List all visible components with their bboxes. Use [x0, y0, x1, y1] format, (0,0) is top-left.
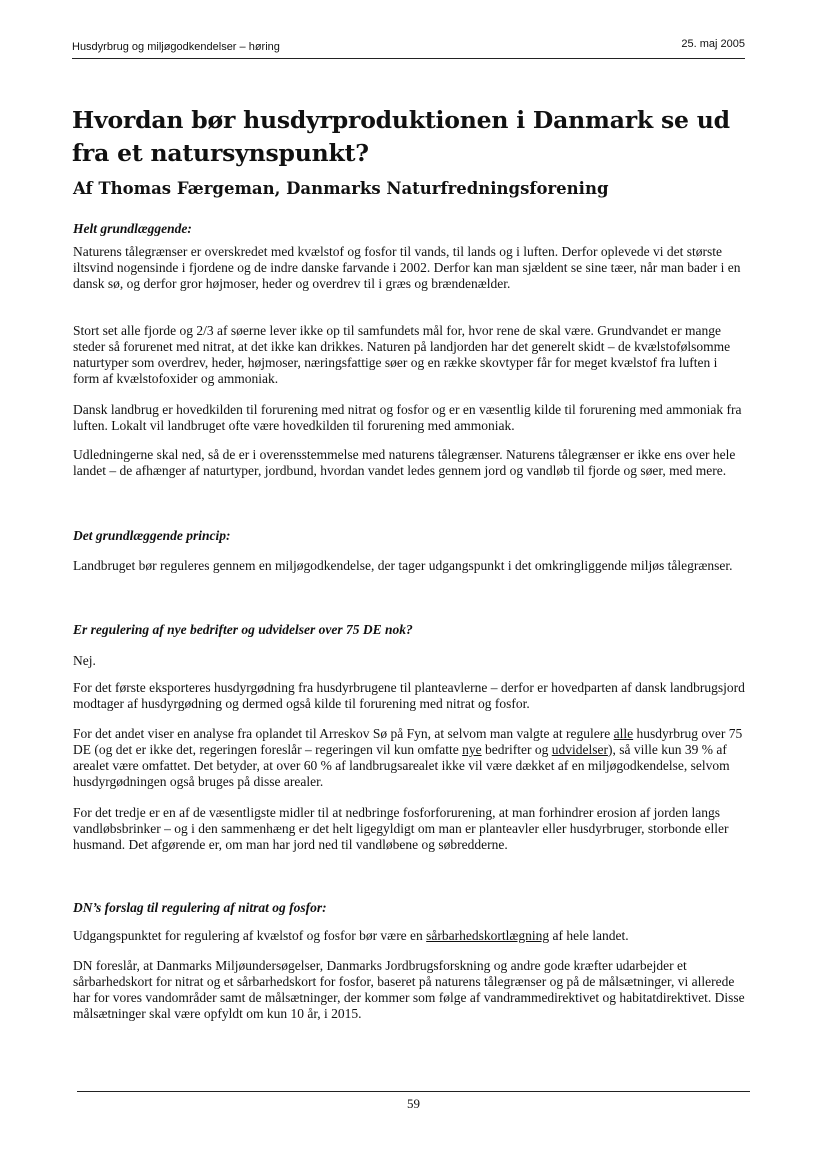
paragraph: Stort set alle fjorde og 2/3 af søerne lever ikke op til samfundets mål for, hvor rene de skal være. Grundvandet er mange steder så forurenet med nitrat, at det ikke kan drikkes. Naturen på landjorden har det generelt skidt – de kvælstofølsomme naturtyper som overdrev, heder, højmoser, næringsfattige søer og en række skovtyper får for meget kvælstof fra luften i form af kvælstofoxider og ammoniak. [73, 323, 731, 386]
answer-text: Nej. [73, 653, 96, 668]
page-number: 59 [407, 1096, 420, 1111]
text-run: af hele landet. [549, 928, 629, 943]
section-heading-principle: Det grundlæggende princip: [73, 528, 231, 543]
text-run: For det andet viser en analyse fra oplandet til Arreskov Sø på Fyn, at selvom man valgte at regulere [73, 726, 614, 741]
running-header [72, 38, 745, 59]
underlined-word: nye [462, 742, 482, 757]
paragraph: Dansk landbrug er hovedkilden til forurening med nitrat og fosfor og er en væsentlig kilde til forurening med ammoniak fra luften. Lokalt vil landbruget ofte være hovedkilden til forurening med ammoniak. [73, 402, 742, 433]
paragraph: Udledningerne skal ned, så de er i overensstemmelse med naturens tålegrænser. Naturens tålegrænser er ikke ens over hele landet – de afhænger af naturtyper, jordbund, hvordan vandet ledes gennem jord og vandløb til fjorde og søer, med mere. [73, 447, 736, 478]
section-heading-proposal: DN’s forslag til regulering af nitrat og fosfor: [73, 900, 327, 915]
paragraph: Landbruget bør reguleres gennem en miljøgodkendelse, der tager udgangspunkt i det omkringliggende miljøs tålegrænser. [73, 558, 733, 573]
paragraph [73, 726, 745, 790]
section-heading-basic: Helt grundlæggende: [73, 221, 192, 236]
section-heading-regulation: Er regulering af nye bedrifter og udvidelser over 75 DE nok? [73, 622, 413, 637]
underlined-word: sårbarhedskortlægning [426, 928, 550, 943]
author-line: Af Thomas Færgeman, Danmarks Naturfredningsforening [73, 179, 609, 198]
text-run: ), så ville kun 39 % af arealet være omfattet. Det betyder, at over 60 % af landbrugsarealet ikke vil være dækket af en miljøgodkendelse, selvom husdyrgødningen også bruges på disse arealer. [73, 742, 730, 789]
paragraph: For det tredje er en af de væsentligste midler til at nedbringe fosforforurening, at man forhindrer erosion af jorden langs vandløbsbrinker – og i den sammenhæng er det helt ligegyldigt om man er planteavler eller husdyrbruger, storbonde eller husmand. Det afgørende er, om man har jord ned til vandløbene og søbredderne. [73, 805, 729, 852]
underlined-word: alle [613, 726, 634, 741]
paragraph: Naturens tålegrænser er overskredet med kvælstof og fosfor til vands, til lands og i luften. Derfor oplevede vi det største iltsvind nogensinde i fjordene og de indre danske farvande i 2002. Derfor kan man sjældent se sine tæer, når man bader i en dansk sø, og derfor gror højmoser, heder og overdrev til i græs og brændenælder. [73, 244, 741, 291]
document-title: Hvordan bør husdyrproduktionen i Danmark se ud fra et natursynspunkt? [72, 106, 730, 167]
header-date: 25. maj 2005 [681, 38, 745, 50]
paragraph [73, 928, 745, 944]
text-run: Udgangspunktet for regulering af kvælstof og fosfor bør være en [73, 928, 427, 943]
paragraph: DN foreslår, at Danmarks Miljøundersøgelser, Danmarks Jordbrugsforskning og andre gode kræfter udarbejder et sårbarhedskort for nitrat og et sårbarhedskort for fosfor, baseret på naturens tålegrænser og på de målsætninger, vi allerede har for vores vandområder samt de målsætninger, der kommer som følge af vandrammedirektivet og habitatdirektivet. Disse målsætninger skal være opfyldt om kun 10 år, i 2015. [73, 958, 745, 1021]
text-run: bedrifter og [481, 742, 552, 757]
header-title: Husdyrbrug og miljøgodkendelser – høring [72, 41, 280, 53]
text-run: husdyrbrug over 75 DE (og det er ikke det, regeringen foreslår – regeringen vil kun omfatte [73, 726, 743, 757]
footer-rule [77, 1091, 750, 1092]
paragraph: For det første eksporteres husdyrgødning fra husdyrbrugene til planteavlerne – derfor er hovedparten af dansk landbrugsjord modtager af husdyrgødning og dermed også kilde til forurening med nitrat og fosfor. [73, 680, 745, 711]
underlined-word: udvidelser [551, 742, 608, 757]
